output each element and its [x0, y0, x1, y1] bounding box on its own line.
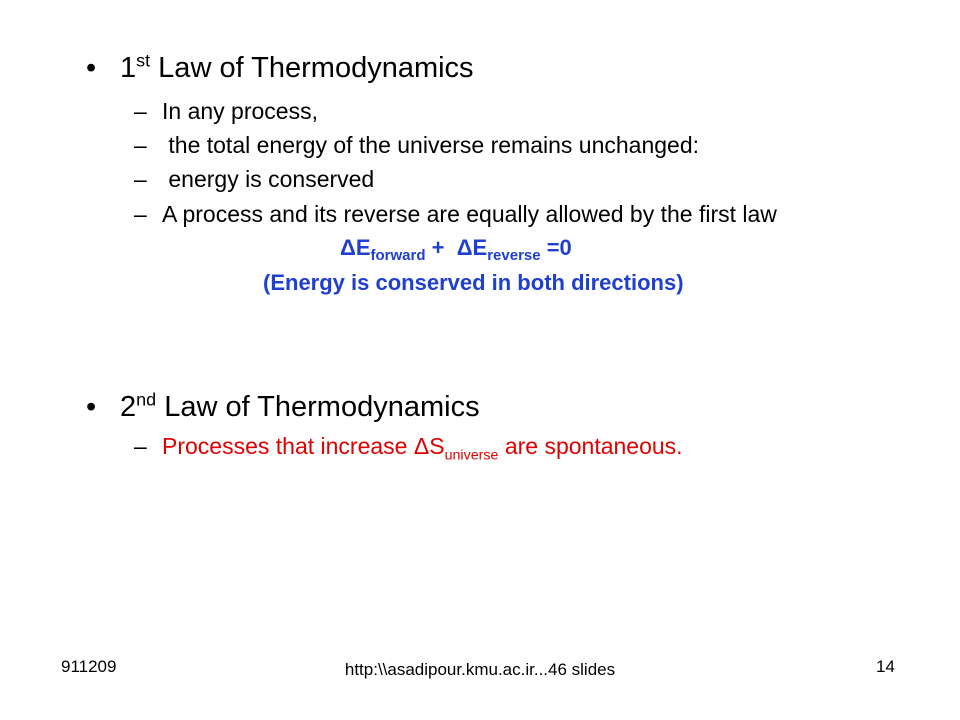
second-law-title: Law of Thermodynamics	[156, 391, 480, 423]
second-law-heading	[120, 391, 480, 424]
footer-url: http:\\asadipour.kmu.ac.ir...46 slides	[344, 660, 616, 679]
bullet-icon: •	[86, 52, 97, 84]
equals-zero: =0	[540, 235, 572, 260]
first-law-item: energy is conserved	[162, 166, 375, 192]
second-law-item-text: Processes that increase ΔS	[162, 433, 445, 459]
footer-date: 911209	[61, 657, 117, 676]
first-law-heading	[120, 52, 474, 85]
energy-conservation-note: (Energy is conserved in both directions)	[263, 270, 684, 295]
dash-icon: –	[134, 166, 147, 192]
first-law-item: the total energy of the universe remains unchanged:	[162, 132, 700, 158]
second-law-ordinal: nd	[136, 389, 157, 410]
delta-e-forward: ΔE	[340, 235, 371, 260]
second-law-item-end: are spontaneous.	[498, 433, 683, 459]
bullet-icon: •	[86, 391, 97, 423]
first-law-item: In any process,	[162, 98, 318, 124]
delta-e-reverse: ΔE	[456, 235, 488, 260]
first-law-number: 1	[120, 52, 137, 84]
second-law-number: 2	[120, 391, 137, 423]
dash-icon: –	[134, 201, 147, 227]
forward-subscript: forward	[370, 247, 426, 264]
first-law-item: A process and its reverse are equally allowed by the first law	[162, 201, 777, 227]
universe-subscript: universe	[444, 447, 499, 464]
energy-equation	[340, 235, 572, 264]
second-law-item	[162, 433, 683, 464]
first-law-title: Law of Thermodynamics	[150, 52, 474, 84]
slide-number: 14	[876, 657, 895, 676]
dash-icon: –	[134, 98, 147, 124]
first-law-ordinal: st	[136, 50, 151, 71]
reverse-subscript: reverse	[487, 247, 541, 264]
dash-icon: –	[134, 433, 147, 459]
dash-icon: –	[134, 132, 147, 158]
plus-sign: +	[425, 235, 457, 260]
